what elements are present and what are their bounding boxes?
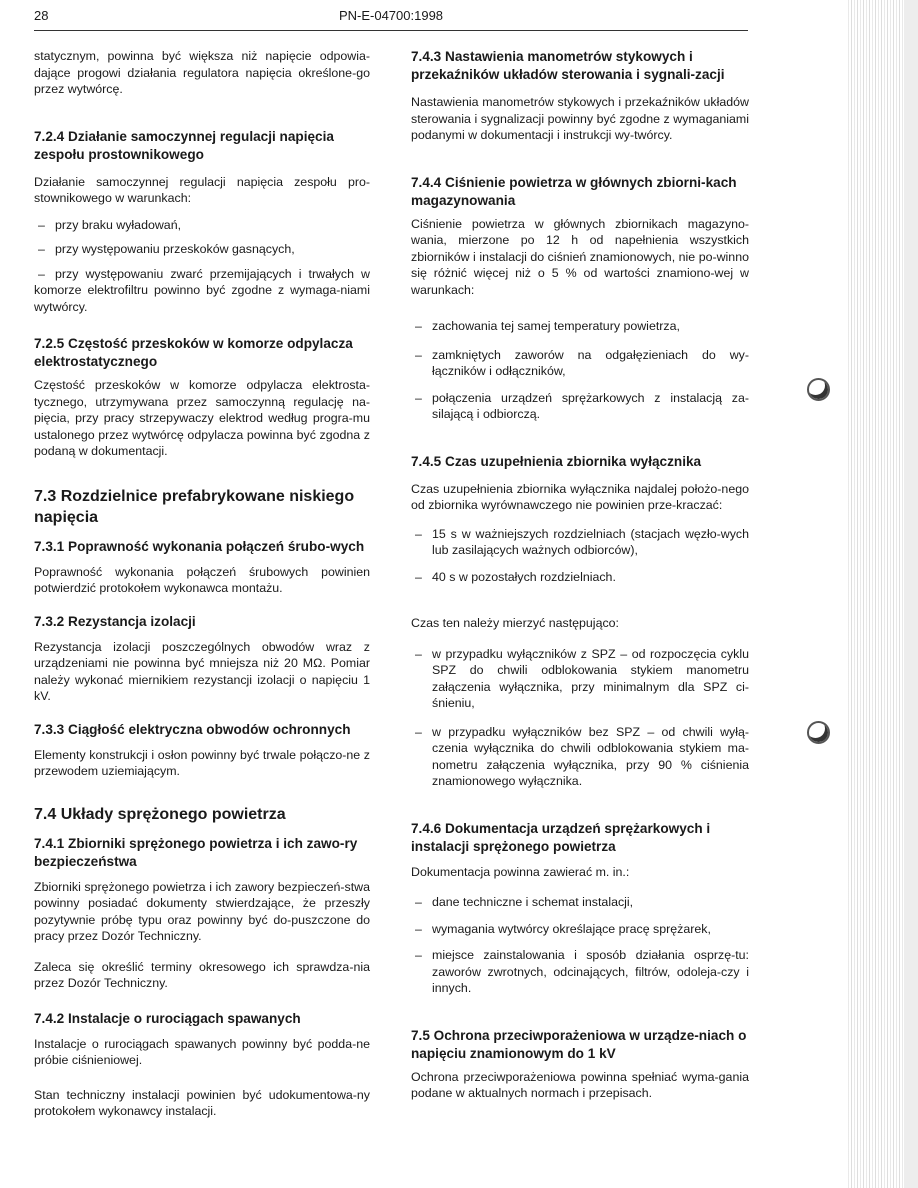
- paragraph: Ciśnienie powietrza w głównych zbiornikach magazyno-wania, mierzone po 12 h od napełnienia wszystkich zbiorników i instalacji do ciśnień znamionowych, nie po-winno się różnić więcej niż o 5 % od wartości znamiono-wej w warunkach:: [411, 216, 749, 297]
- section-heading: 7.4.3 Nastawienia manometrów stykowych i przekaźników układów sterowania i sygnali-zacji: [411, 49, 725, 82]
- section-heading: 7.3.1 Poprawność wykonania połączeń śrubo-wych: [34, 538, 365, 554]
- paragraph: Poprawność wykonania połączeń śrubowych powinien potwierdzić protokołem wykonawca montażu.: [34, 564, 370, 595]
- section-heading: 7.4.1 Zbiorniki sprężonego powietrza i ich zawo-ry bezpieczeństwa: [34, 835, 358, 869]
- list-item: – miejsce zainstalowania i sposób działania osprzę-tu: zaworów zwrotnych, odcinających, filtrów, odoleja-czy i innych.: [411, 947, 749, 997]
- bullet-list: [34, 217, 370, 316]
- list-item: – 15 s w ważniejszych rozdzielniach (stacjach węzło-wych lub zasilających ważnych odbiorców),: [411, 526, 749, 559]
- list-item: – dane techniczne i schemat instalacji,: [411, 894, 749, 911]
- list-item: – w przypadku wyłączników bez SPZ – od chwili wyłą-czenia wyłącznika do chwili odblokowania stykiem ma-nometru załączenia wyłącznika, przy 90 % ciśnienia znamionowego wyłącznika.: [411, 724, 749, 790]
- right-column: [411, 48, 749, 1102]
- list-item: – przy braku wyładowań,: [34, 217, 370, 234]
- list-item: – przy występowaniu zwarć przemijających i trwałych w komorze elektrofiltru powinno być zgodne z wymaga-niami wytwórcy.: [34, 266, 370, 316]
- scan-binding-edge: [846, 0, 918, 1188]
- section-heading: 7.5 Ochrona przeciwporażeniowa w urządze-niach o napięciu znamionowym do 1 kV: [411, 1027, 747, 1061]
- section-heading: 7.3.3 Ciągłość elektryczna obwodów ochronnych: [34, 721, 351, 737]
- section-heading: 7.2.4 Działanie samoczynnej regulacji napięcia zespołu prostownikowego: [34, 128, 334, 162]
- paragraph: Czas uzupełnienia zbiornika wyłącznika najdalej położo-nego od zbiornika wyrównawczego nie powinien prze-kraczać:: [411, 481, 749, 512]
- paragraph: Ochrona przeciwporażeniowa powinna spełniać wyma-gania podane w aktualnych normach i przepisach.: [411, 1069, 749, 1100]
- list-item: – zamkniętych zaworów na odgałęzieniach do wy-łączników i odłączników,: [411, 347, 749, 380]
- paragraph: Częstość przeskoków w komorze odpylacza elektrosta-tycznego, utrzymywana przez samoczynną regulację na-pięcia, przy pracy strzepywaczy elektrod według progra-mu ustalonego przez wytwórcę odpylacza powinna być zgodna z podaną w dokumentacji.: [34, 378, 370, 458]
- paragraph: Zbiorniki sprężonego powietrza i ich zawory bezpieczeń-stwa powinny posiadać dokumenty stwierdzające, że przeszły pozytywnie próbę typu oraz powinny być do-puszczone do pracy przez Dozór Techniczny.: [34, 879, 370, 943]
- paragraph: Instalacje o rurociągach spawanych powinny być podda-ne próbie ciśnieniowej.: [34, 1036, 370, 1067]
- punch-hole: [807, 721, 830, 744]
- list-item: – zachowania tej samej temperatury powietrza,: [411, 318, 749, 335]
- list-item: – w przypadku wyłączników z SPZ – od rozpoczęcia cyklu SPZ do chwili odblokowania stykiem manometru załączenia wyłącznika, przy minimalnym dla SPZ ci-śnieniu,: [411, 646, 749, 712]
- paragraph: Nastawienia manometrów stykowych i przekaźników układów sterowania i sygnalizacji powinny być zgodne z wymaganiami podanymi w dokumentacji i instrukcji wy-twórcy.: [411, 95, 749, 142]
- list-item: – wymagania wytwórcy określające pracę sprężarek,: [411, 921, 749, 938]
- bullet-list: [411, 318, 749, 423]
- paragraph: Stan techniczny instalacji powinien być udokumentowa-ny protokołem wykonawcy instalacji.: [34, 1087, 370, 1118]
- bullet-list: [411, 646, 749, 790]
- paragraph: Zaleca się określić terminy okresowego ich sprawdza-nia przez Dozór Techniczny.: [34, 959, 370, 990]
- paragraph: Działanie samoczynnej regulacji napięcia zespołu pro-stownikowego w warunkach:: [34, 174, 370, 205]
- paragraph: Elementy konstrukcji i osłon powinny być trwale połączo-ne z przewodem uziemiającym.: [34, 747, 370, 778]
- document-id: PN-E-04700:1998: [338, 8, 444, 23]
- list-item: – połączenia urządzeń sprężarkowych z instalacją za-silającą i odbiorczą.: [411, 390, 749, 423]
- paragraph: Dokumentacja powinna zawierać m. in.:: [411, 864, 630, 879]
- section-heading: 7.4.5 Czas uzupełnienia zbiornika wyłącznika: [411, 453, 702, 469]
- section-heading: 7.4.4 Ciśnienie powietrza w głównych zbiorni-kach magazynowania: [411, 174, 737, 208]
- chapter-heading: 7.3 Rozdzielnice prefabrykowane niskiego napięcia: [34, 487, 355, 526]
- left-column: [34, 48, 370, 1120]
- bullet-list: [411, 894, 749, 997]
- page-number: 28: [34, 8, 49, 23]
- section-heading: 7.2.5 Częstość przeskoków w komorze odpylacza elektrostatycznego: [34, 336, 353, 369]
- paragraph: Czas ten należy mierzyć następująco:: [411, 616, 619, 630]
- section-heading: 7.4.6 Dokumentacja urządzeń sprężarkowych i instalacji sprężonego powietrza: [411, 820, 711, 854]
- list-item: – 40 s w pozostałych rozdzielniach.: [411, 569, 749, 586]
- page-header: [34, 8, 748, 31]
- paragraph: Rezystancja izolacji poszczególnych obwodów wraz z urządzeniami nie powinna być mniejsza niż 20 MΩ. Pomiar należy wykonać miernikiem rezystancji izolacji o napięciu 1 kV.: [34, 639, 370, 703]
- bullet-list: [411, 526, 749, 586]
- punch-hole: [807, 378, 830, 401]
- chapter-heading: 7.4 Układy sprężonego powietrza: [34, 805, 286, 823]
- list-item: – przy występowaniu przeskoków gasnących,: [34, 241, 370, 258]
- section-heading: 7.3.2 Rezystancja izolacji: [34, 613, 196, 629]
- intro-paragraph: statycznym, powinna być większa niż napięcie odpowia-dające progowi działania regulatora napięcia określone-go przez wytwórcę.: [34, 49, 370, 96]
- section-heading: 7.4.2 Instalacje o rurociągach spawanych: [34, 1010, 301, 1026]
